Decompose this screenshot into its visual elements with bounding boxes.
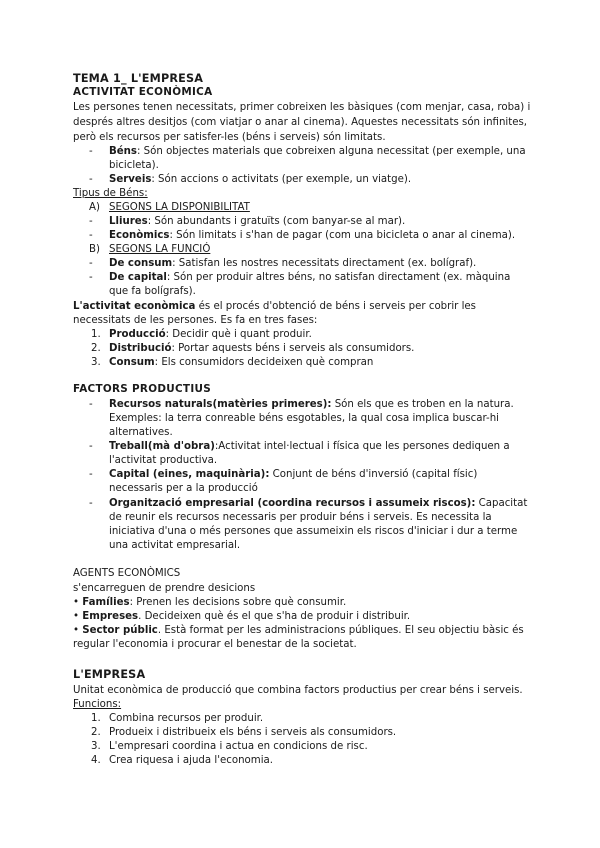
term-label: Distribució [109, 343, 172, 354]
dash-bullet: - [89, 441, 93, 452]
term-label: Capital (eines, maquinària): [109, 469, 270, 480]
paragraph-line: regular l'economia i procurar el benestar de la societat. [73, 639, 357, 650]
term-label: De capital [109, 272, 167, 283]
term-text: : Són abundants i gratuïts (com banyar-se al mar). [147, 216, 406, 227]
page-title: TEMA 1_ L'EMPRESA [73, 72, 204, 85]
dash-bullet: - [89, 272, 93, 283]
section-heading-agents: AGENTS ECONÒMICS [73, 568, 181, 579]
term-label: De consum [109, 258, 173, 269]
term-text: : Els consumidors decideixen què compran [154, 357, 374, 368]
term-text: : Són accions o activitats (per exemple, un viatge). [151, 174, 412, 185]
list-item-fase [109, 342, 414, 355]
dash-bullet: - [89, 258, 93, 269]
paragraph-line: Unitat econòmica de producció que combina factors productius per crear béns i serveis. [73, 685, 523, 696]
list-number: 3. [91, 741, 101, 752]
term-label: Econòmics [109, 230, 170, 241]
dash-bullet: - [89, 498, 93, 509]
list-item-continuation: que fa bolígrafs). [109, 286, 196, 297]
list-item-capital [109, 271, 510, 284]
list-number: 1. [91, 329, 101, 340]
list-item-serveis [109, 173, 411, 186]
list-number: 4. [91, 755, 101, 766]
list-number: 3. [91, 357, 101, 368]
paragraph-line: s'encarreguen de prendre desicions [73, 583, 256, 594]
term-label: Sector públic [82, 625, 158, 636]
term-label: Organització empresarial (coordina recursos i assumeix riscos): [109, 498, 476, 509]
definition-term: L'activitat econòmica [73, 301, 196, 312]
term-text: : Són per produir altres béns, no satisfan directament (ex. màquina [166, 272, 511, 283]
list-item-lliures [109, 215, 405, 228]
term-label: Treball(mà d'obra) [109, 441, 215, 452]
section-heading-factors: FACTORS PRODUCTIUS [73, 383, 212, 395]
term-text: : Portar aquests béns i serveis als consumidors. [171, 343, 415, 354]
list-item-funcio: L'empresari coordina i actua en condicions de risc. [109, 741, 368, 752]
dash-bullet: - [89, 216, 93, 227]
term-label: Béns [109, 146, 137, 157]
list-item-funcio: Crea riquesa i ajuda l'economia. [109, 755, 274, 766]
list-item-bens [109, 145, 526, 158]
paragraph-line: després altres desitjos (com viatjar o anar al cinema). Aquestes necessitats són infinites, [73, 117, 528, 128]
definition-text: és el procés d'obtenció de béns i serveis per cobrir les [195, 301, 476, 312]
term-text: Conjunt de béns d'inversió (capital físic) [269, 469, 478, 480]
list-item-continuation: de reunir els recursos necessaris per produir béns i serveis. Es necessita la [109, 512, 492, 523]
dash-bullet: - [89, 174, 93, 185]
list-item-capital-factor [109, 468, 477, 481]
term-text: : Satisfan les nostres necessitats directament (ex. bolígraf). [172, 258, 477, 269]
dash-bullet: - [89, 146, 93, 157]
dash-bullet: - [89, 230, 93, 241]
list-item-funcio: Combina recursos per produir. [109, 713, 264, 724]
term-label: Famílies [82, 597, 130, 608]
dash-bullet: - [89, 469, 93, 480]
list-number: 1. [91, 713, 101, 724]
list-item-economics [109, 229, 515, 242]
term-label: Consum [109, 357, 155, 368]
list-item-continuation: iniciativa d'una o més persones que assumeixin els riscos d'iniciar i dur a terme [109, 526, 518, 537]
list-number: 2. [91, 343, 101, 354]
bullet: • [73, 597, 80, 608]
subheading-funcions: Funcions: [73, 699, 122, 710]
list-item-organitzacio [109, 497, 527, 510]
term-label: Empreses [82, 611, 139, 622]
list-item-families [73, 596, 346, 609]
definition-paragraph [73, 300, 476, 313]
list-item-naturals [109, 398, 514, 411]
dash-bullet: - [89, 399, 93, 410]
list-item-continuation: necessaris per a la producció [109, 483, 258, 494]
term-text: : Són limitats i s'han de pagar (com una bicicleta o anar al cinema). [169, 230, 516, 241]
term-text: Són els que es troben en la natura. [331, 399, 514, 410]
list-item-continuation: l'activitat productiva. [109, 455, 218, 466]
paragraph-line: necessitats de les persones. Es fa en tres fases: [73, 315, 318, 326]
term-text: : Decidir què i quant produir. [165, 329, 312, 340]
list-item-funcio: Produeix i distribueix els béns i serveis als consumidors. [109, 727, 397, 738]
list-item-continuation: bicicleta). [109, 160, 159, 171]
list-item-consum [109, 257, 476, 270]
paragraph-line: Les persones tenen necessitats, primer cobreixen les bàsiques (com menjar, casa, roba) i [73, 102, 531, 113]
list-item-continuation: Exemples: la terra conreable béns esgotables, la qual cosa implica buscar-hi [109, 413, 500, 424]
list-item-continuation: una activitat empresarial. [109, 540, 241, 551]
section-heading-activitat: ACTIVITAT ECONÒMICA [73, 86, 213, 98]
subheading-funcio: SEGONS LA FUNCIÓ [109, 244, 211, 255]
term-text: Capacitat [475, 498, 528, 509]
term-label: Recursos naturals(matèries primeres): [109, 399, 332, 410]
term-text: : Prenen les decisions sobre què consumir. [129, 597, 347, 608]
section-heading-empresa: L'EMPRESA [73, 668, 146, 681]
term-label: Serveis [109, 174, 152, 185]
paragraph-line: però els recursos per satisfer-les (béns i serveis) són limitats. [73, 132, 386, 143]
term-text: : Són objectes materials que cobreixen alguna necessitat (per exemple, una [137, 146, 526, 157]
term-text: . Decideixen què és el que s'ha de produir i distribuir. [138, 611, 411, 622]
list-item-sector [73, 624, 524, 637]
list-item-fase [109, 356, 373, 369]
list-item-treball [109, 440, 510, 453]
term-text: :Activitat intel·lectual i física que les persones dediquen a [214, 441, 510, 452]
bullet: • [73, 611, 80, 622]
list-item-continuation: alternatives. [109, 427, 173, 438]
list-marker-a: A) [89, 202, 100, 213]
term-label: Producció [109, 329, 166, 340]
list-item-empreses [73, 610, 410, 623]
term-text: . Està format per les administracions públiques. El seu objectiu bàsic és [157, 625, 524, 636]
subheading-disponibilitat: SEGONS LA DISPONIBILITAT [109, 202, 250, 213]
list-marker-b: B) [89, 244, 100, 255]
list-number: 2. [91, 727, 101, 738]
term-label: Lliures [109, 216, 148, 227]
list-item-fase [109, 328, 312, 341]
bullet: • [73, 625, 80, 636]
subheading-tipus: Tipus de Béns: [73, 188, 148, 199]
